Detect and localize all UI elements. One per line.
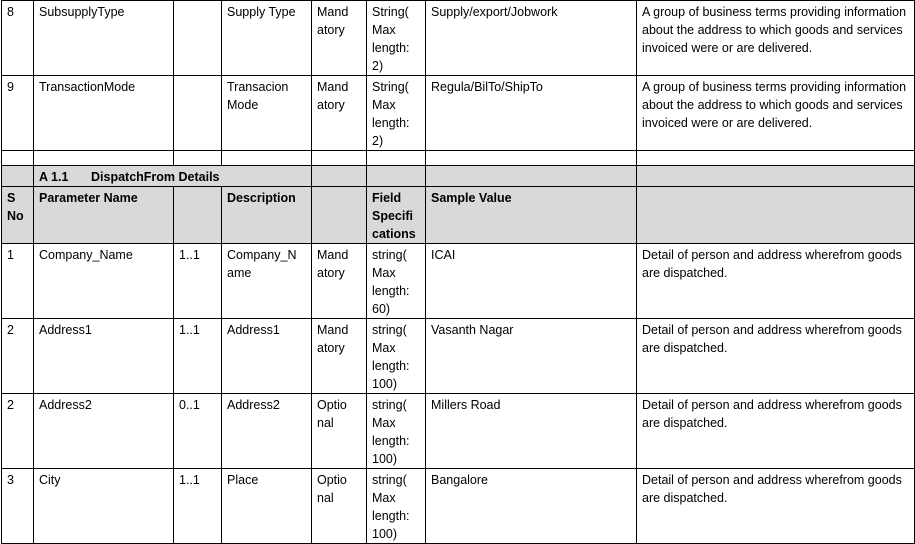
sample-value-cell: Supply/export/Jobwork [426, 1, 637, 76]
sno-cell: 3 [2, 469, 34, 544]
sample-value-cell: Bangalore [426, 469, 637, 544]
cardinality-cell [174, 76, 222, 151]
sample-value-cell: Millers Road [426, 394, 637, 469]
field-spec-cell: string( Max length: 100) [367, 319, 426, 394]
sample-value-cell: Regula/BilTo/ShipTo [426, 76, 637, 151]
requirement-cell: Mand atory [312, 1, 367, 76]
sample-value-cell: ICAI [426, 244, 637, 319]
cardinality-cell: 1..1 [174, 244, 222, 319]
field-spec-cell: string( Max length: 60) [367, 244, 426, 319]
cardinality-cell: 0..1 [174, 394, 222, 469]
detail-cell: Detail of person and address wherefrom goods are dispatched. [637, 394, 915, 469]
description-cell: Company_N ame [222, 244, 312, 319]
cardinality-cell: 1..1 [174, 469, 222, 544]
description-cell: Place [222, 469, 312, 544]
header-sample-value: Sample Value [426, 187, 637, 244]
parameter-table [1, 0, 915, 544]
field-spec-cell: string( Max length: 100) [367, 469, 426, 544]
header-description: Description [222, 187, 312, 244]
cardinality-cell: 1..1 [174, 319, 222, 394]
sno-cell: 1 [2, 244, 34, 319]
sno-cell: 8 [2, 1, 34, 76]
detail-cell: A group of business terms providing information about the address to which goods and services invoiced were or are delivered. [637, 76, 915, 151]
header-parameter-name: Parameter Name [34, 187, 174, 244]
detail-cell: Detail of person and address wherefrom goods are dispatched. [637, 319, 915, 394]
table-row [2, 244, 915, 319]
blank-row [2, 151, 915, 166]
header-field-specifications: Field Specifi cations [367, 187, 426, 244]
field-spec-cell: String( Max length: 2) [367, 76, 426, 151]
section-heading-row [2, 166, 915, 187]
parameter-name-cell: City [34, 469, 174, 544]
detail-cell: Detail of person and address wherefrom goods are dispatched. [637, 469, 915, 544]
section-name: DispatchFrom Details [91, 170, 220, 184]
description-cell: Supply Type [222, 1, 312, 76]
description-cell: Transacion Mode [222, 76, 312, 151]
requirement-cell: Mand atory [312, 319, 367, 394]
table-row [2, 76, 915, 151]
section-title [34, 166, 312, 187]
requirement-cell: Mand atory [312, 76, 367, 151]
requirement-cell: Optio nal [312, 469, 367, 544]
sample-value-cell: Vasanth Nagar [426, 319, 637, 394]
table-row [2, 319, 915, 394]
table-row [2, 394, 915, 469]
cardinality-cell [174, 1, 222, 76]
sno-cell: 9 [2, 76, 34, 151]
parameter-name-cell: Company_Name [34, 244, 174, 319]
table-row [2, 1, 915, 76]
detail-cell: Detail of person and address wherefrom goods are dispatched. [637, 244, 915, 319]
table-row [2, 469, 915, 544]
header-sno: S No [2, 187, 34, 244]
description-cell: Address1 [222, 319, 312, 394]
column-header-row [2, 187, 915, 244]
parameter-name-cell: Address1 [34, 319, 174, 394]
field-spec-cell: string( Max length: 100) [367, 394, 426, 469]
requirement-cell: Optio nal [312, 394, 367, 469]
parameter-name-cell: SubsupplyType [34, 1, 174, 76]
description-cell: Address2 [222, 394, 312, 469]
requirement-cell: Mand atory [312, 244, 367, 319]
parameter-name-cell: Address2 [34, 394, 174, 469]
section-number: A 1.1 [39, 170, 69, 184]
sno-cell: 2 [2, 394, 34, 469]
sno-cell: 2 [2, 319, 34, 394]
field-spec-cell: String( Max length: 2) [367, 1, 426, 76]
parameter-name-cell: TransactionMode [34, 76, 174, 151]
detail-cell: A group of business terms providing information about the address to which goods and services invoiced were or are delivered. [637, 1, 915, 76]
